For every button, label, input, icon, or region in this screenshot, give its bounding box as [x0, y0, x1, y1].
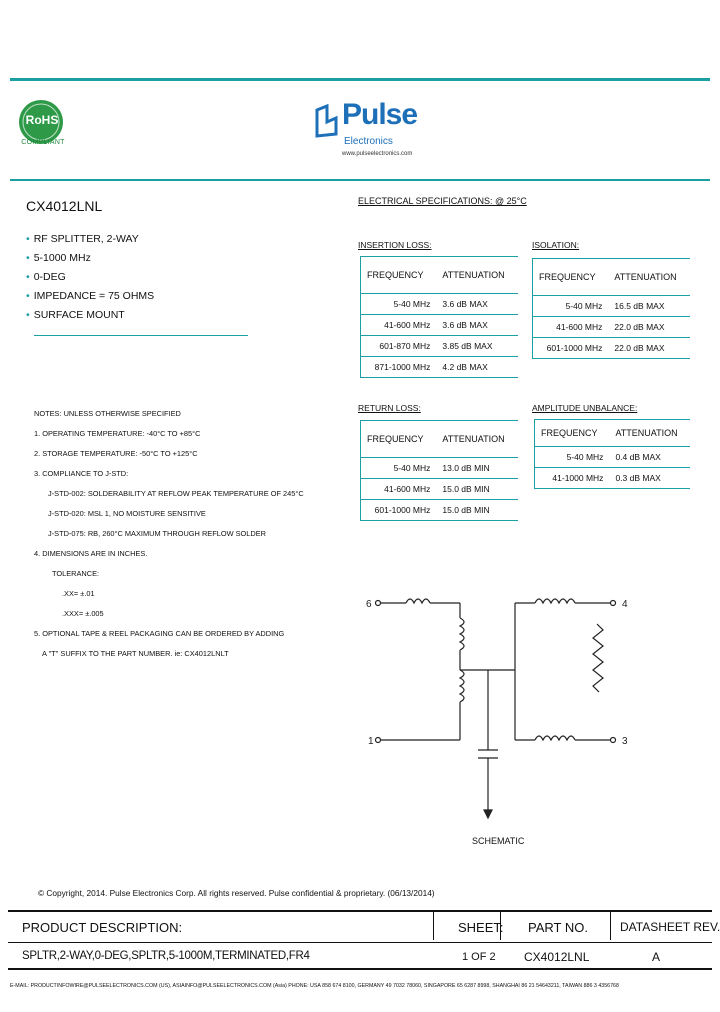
table-row: 41-1000 MHz 0.3 dB MAX: [535, 468, 691, 489]
pin-6-terminal: [376, 601, 381, 606]
header-rule: [10, 179, 710, 181]
table-row: 5-40 MHz 13.0 dB MIN: [361, 458, 519, 479]
note-line: 1. OPERATING TEMPERATURE: -40°C TO +85°C: [34, 429, 201, 438]
datasheet-rev-value: A: [652, 950, 661, 964]
feature-item: • RF SPLITTER, 2-WAY: [26, 233, 139, 245]
notes-block: [34, 404, 304, 664]
ground-arrow-icon: [484, 810, 492, 818]
schematic-diagram: [360, 588, 640, 820]
note-line: 4. DIMENSIONS ARE IN INCHES.: [34, 549, 148, 558]
schematic-label: SCHEMATIC: [472, 836, 525, 846]
isolation-title: ISOLATION:: [532, 240, 580, 250]
pin-4-terminal: [611, 601, 616, 606]
table-header-row: FREQUENCY ATTENUATION: [361, 421, 519, 458]
feature-list: [26, 230, 154, 325]
insertion-loss-table: [360, 256, 518, 378]
transformer-coil-bottom: [460, 670, 464, 702]
brand-url: www.pulseelectronics.com: [342, 151, 413, 157]
table-row: 601-1000 MHz 22.0 dB MAX: [533, 338, 691, 359]
table-header-row: FREQUENCY ATTENUATION: [533, 259, 691, 296]
pulse-mark-icon: [314, 104, 340, 138]
table-row: 41-600 MHz 3.6 dB MAX: [361, 315, 519, 336]
note-line: 2. STORAGE TEMPERATURE: -50°C TO +125°C: [34, 449, 198, 458]
feature-divider: [34, 335, 248, 336]
rohs-logo: [14, 96, 70, 152]
product-description-label: PRODUCT DESCRIPTION:: [22, 920, 183, 935]
pin-3-terminal: [611, 738, 616, 743]
part-no-value: CX4012LNL: [524, 950, 590, 964]
brand-sub: Electronics: [344, 136, 393, 147]
footer-col-divider: [610, 912, 611, 940]
note-line: 5. OPTIONAL TAPE & REEL PACKAGING CAN BE ORDERED BY ADDING: [34, 629, 285, 638]
isolation-table: [532, 258, 690, 359]
pulse-logo: [314, 98, 418, 162]
note-line: A "T" SUFFIX TO THE PART NUMBER. ie: CX4012LNLT: [42, 649, 229, 658]
table-row: 41-600 MHz 15.0 dB MIN: [361, 479, 519, 500]
pin-1-terminal: [376, 738, 381, 743]
footer-row-divider: [8, 942, 712, 943]
input-inductor: [406, 599, 430, 603]
output-3-inductor: [535, 736, 575, 740]
rohs-text: RoHS: [25, 113, 59, 127]
datasheet-rev-label: DATASHEET REV.: [620, 920, 720, 934]
note-line: J-STD-020: MSL 1, NO MOISTURE SENSITIVE: [48, 509, 206, 518]
table-row: 41-600 MHz 22.0 dB MAX: [533, 317, 691, 338]
table-row: 5-40 MHz 0.4 dB MAX: [535, 447, 691, 468]
pin-1-label: 1: [368, 736, 374, 747]
table-row: 601-870 MHz 3.85 dB MAX: [361, 336, 519, 357]
sheet-value: 1 OF 2: [462, 951, 496, 963]
note-line: .XX= ±.01: [62, 589, 95, 598]
pin-4-label: 4: [622, 599, 628, 610]
amplitude-unbalance-title: AMPLITUDE UNBALANCE:: [532, 403, 638, 413]
feature-item: • 5-1000 MHz: [26, 252, 91, 264]
sheet-label: SHEET:: [458, 920, 504, 935]
part-number-title: CX4012LNL: [26, 198, 103, 214]
top-rule: [10, 78, 710, 81]
feature-item: • IMPEDANCE = 75 OHMS: [26, 290, 155, 302]
output-4-inductor: [535, 599, 575, 603]
note-line: J-STD-075: RB, 260°C MAXIMUM THROUGH REFLOW SOLDER: [48, 529, 267, 538]
brand-name: Pulse: [342, 98, 418, 131]
product-description: SPLTR,2-WAY,0-DEG,SPLTR,5-1000M,TERMINATED,FR4: [22, 950, 310, 962]
isolation-resistor: [593, 624, 603, 692]
table-row: 5-40 MHz 16.5 dB MAX: [533, 296, 691, 317]
note-line: 3. COMPLIANCE TO J-STD:: [34, 469, 129, 478]
contact-line: E-MAIL: PRODUCTINFOWIRE@PULSEELECTRONICS.COM (US), ASIAINFO@PULSEELECTRONICS.COM (Asia) PHONE: USA 858 674 8100, GERMANY 49 7032 78060, SINGAPORE 65 6287 8998, SHANGHAI 86 21 54643211, TAIWAN 886 3 4356768: [10, 983, 619, 989]
part-no-label: PART NO.: [528, 920, 588, 935]
specs-title: ELECTRICAL SPECIFICATIONS: @ 25°C: [358, 196, 527, 206]
table-header-row: FREQUENCY ATTENUATION: [535, 420, 691, 447]
feature-item: • SURFACE MOUNT: [26, 309, 125, 321]
rohs-sub-text: COMPLIANT: [21, 139, 65, 146]
table-row: 871-1000 MHz 4.2 dB MAX: [361, 357, 519, 378]
pin-6-label: 6: [366, 599, 372, 610]
table-row: 5-40 MHz 3.6 dB MAX: [361, 294, 519, 315]
return-loss-title: RETURN LOSS:: [358, 403, 421, 413]
pin-3-label: 3: [622, 736, 628, 747]
transformer-coil-top: [460, 618, 464, 650]
feature-item: • 0-DEG: [26, 271, 66, 283]
table-header-row: FREQUENCY ATTENUATION: [361, 257, 519, 294]
amplitude-unbalance-table: [534, 419, 690, 489]
note-line: .XXX= ±.005: [62, 609, 104, 618]
note-line: TOLERANCE:: [52, 569, 100, 578]
note-line: J-STD-002: SOLDERABILITY AT REFLOW PEAK TEMPERATURE OF 245°C: [48, 489, 304, 498]
return-loss-table: [360, 420, 518, 521]
table-row: 601-1000 MHz 15.0 dB MIN: [361, 500, 519, 521]
notes-title: NOTES: UNLESS OTHERWISE SPECIFIED: [34, 409, 181, 418]
footer-col-divider: [433, 912, 434, 940]
insertion-loss-title: INSERTION LOSS:: [358, 240, 432, 250]
copyright-text: © Copyright, 2014. Pulse Electronics Corp. All rights reserved. Pulse confidential & proprietary. (06/13/2014): [38, 888, 435, 898]
